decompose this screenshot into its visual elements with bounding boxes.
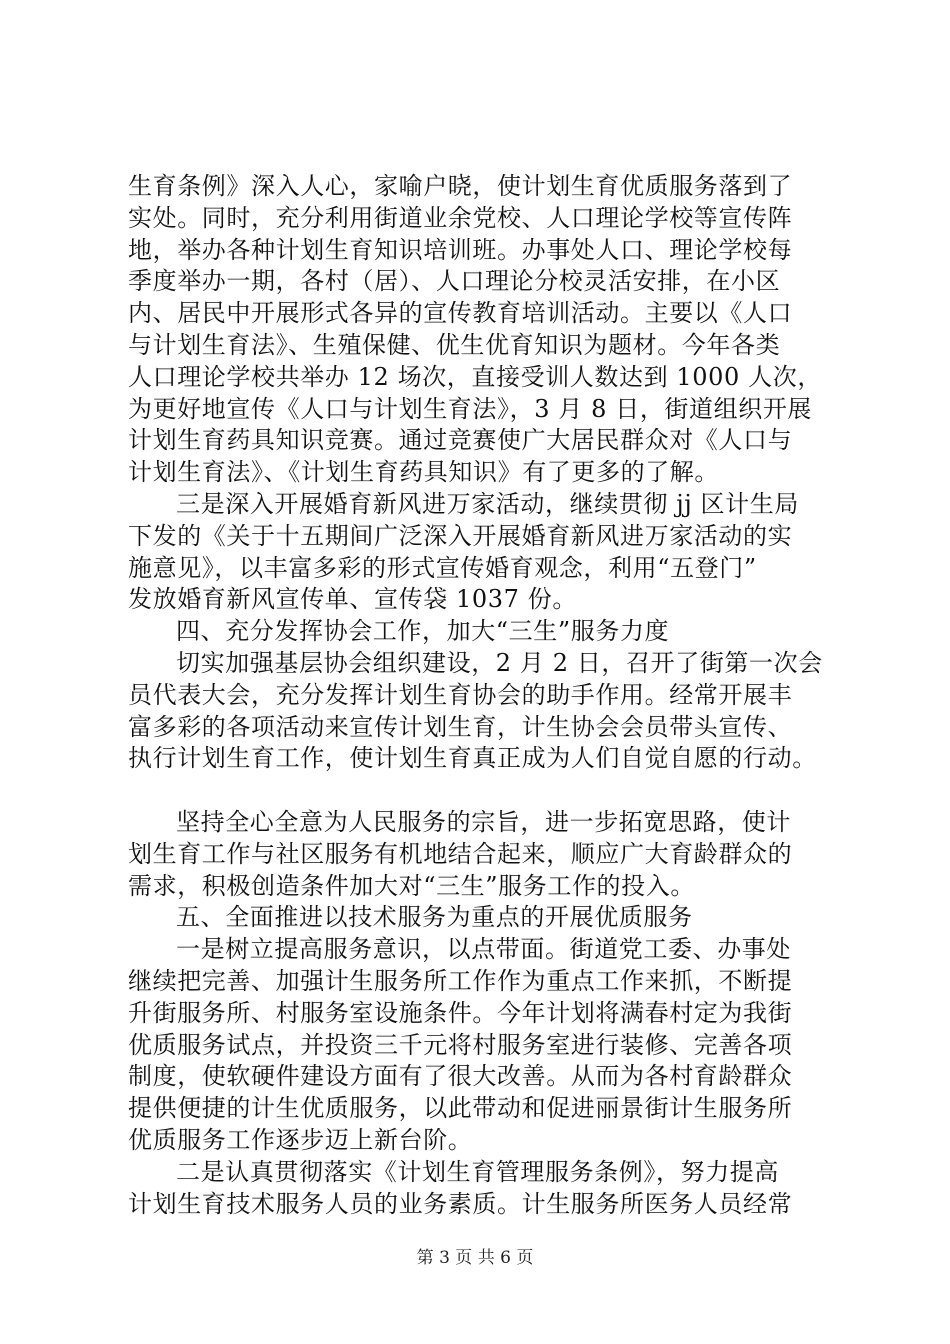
text-line: 划生育工作与社区服务有机地结合起来，顺应广大育龄群众的 [128,839,793,868]
text-line: 为更好地宣传《人口与计划生育法》，3 月 8 日，街道组织开展 [128,394,813,423]
paragraph-start-line: 切实加强基层协会组织建设，2 月 2 日，召开了街第一次会 [176,648,823,677]
text-line: 实处。同时，充分利用街道业余党校、人口理论学校等宣传阵 [128,203,793,232]
text-line: 优质服务试点，并投资三千元将村服务室进行装修、完善各项 [128,1030,793,1059]
text-line: 计划生育药具知识竞赛。通过竞赛使广大居民群众对《人口与 [128,426,793,455]
text-line: 人口理论学校共举办 12 场次，直接受训人数达到 1000 人次， [128,362,822,391]
text-line: 与计划生育法》、生殖保健、优生优育知识为题材。今年各类 [128,330,781,359]
blank-line [128,775,828,807]
text-line: 优质服务工作逐步迈上新台阶。 [128,1125,473,1154]
body-text [128,171,828,1220]
paragraph-start-line: 二是认真贯彻落实《计划生育管理服务条例》，努力提高 [176,1157,779,1186]
text-line: 计划生育技术服务人员的业务素质。计生服务所医务人员经常 [128,1189,793,1218]
text-line: 下发的《关于十五期间广泛深入开展婚育新风进万家活动的实 [128,521,793,550]
section-heading: 四、充分发挥协会工作，加大“三生”服务力度 [176,617,670,646]
paragraph-start-line: 三是深入开展婚育新风进万家活动，继续贯彻 jj 区计生局 [176,489,799,518]
text-line: 内、居民中开展形式各异的宣传教育培训活动。主要以《人口 [128,299,793,328]
text-line: 计划生育法》、《计划生育药具知识》有了更多的了解。 [128,458,719,487]
text-line: 施意见》，以丰富多彩的形式宣传婚育观念，利用“五登门” [128,553,757,582]
text-line: 生育条例》深入人心，家喻户晓，使计划生育优质服务落到了 [128,172,793,200]
text-line: 员代表大会，充分发挥计划生育协会的助手作用。经常开展丰 [128,680,793,709]
paragraph-start-line: 一是树立提高服务意识，以点带面。街道党工委、办事处 [176,935,791,964]
text-line: 提供便捷的计生优质服务，以此带动和促进丽景街计生服务所 [128,1094,793,1123]
text-line: 继续把完善、加强计生服务所工作作为重点工作来抓，不断提 [128,966,793,995]
text-line: 富多彩的各项活动来宣传计划生育，计生协会会员带头宣传、 [128,712,793,741]
text-line: 季度举办一期，各村（居）、人口理论分校灵活安排，在小区 [128,267,781,296]
page-footer: 第 3 页 共 6 页 [416,1248,534,1268]
text-line: 地，举办各种计划生育知识培训班。办事处人口、理论学校每 [128,235,793,264]
text-line: 执行计划生育工作，使计划生育真正成为人们自觉自愿的行动。 [128,744,817,773]
text-line: 需求，积极创造条件加大对“三生”服务工作的投入。 [128,871,695,900]
text-line: 发放婚育新风宣传单、宣传袋 1037 份。 [128,585,577,614]
section-heading: 五、全面推进以技术服务为重点的开展优质服务 [176,903,693,932]
text-line: 升街服务所、村服务室设施条件。今年计划将满春村定为我街 [128,998,793,1027]
paragraph-start-line: 坚持全心全意为人民服务的宗旨，进一步拓宽思路，使计 [176,807,791,836]
text-line: 制度，使软硬件建设方面有了很大改善。从而为各村育龄群众 [128,1062,793,1091]
